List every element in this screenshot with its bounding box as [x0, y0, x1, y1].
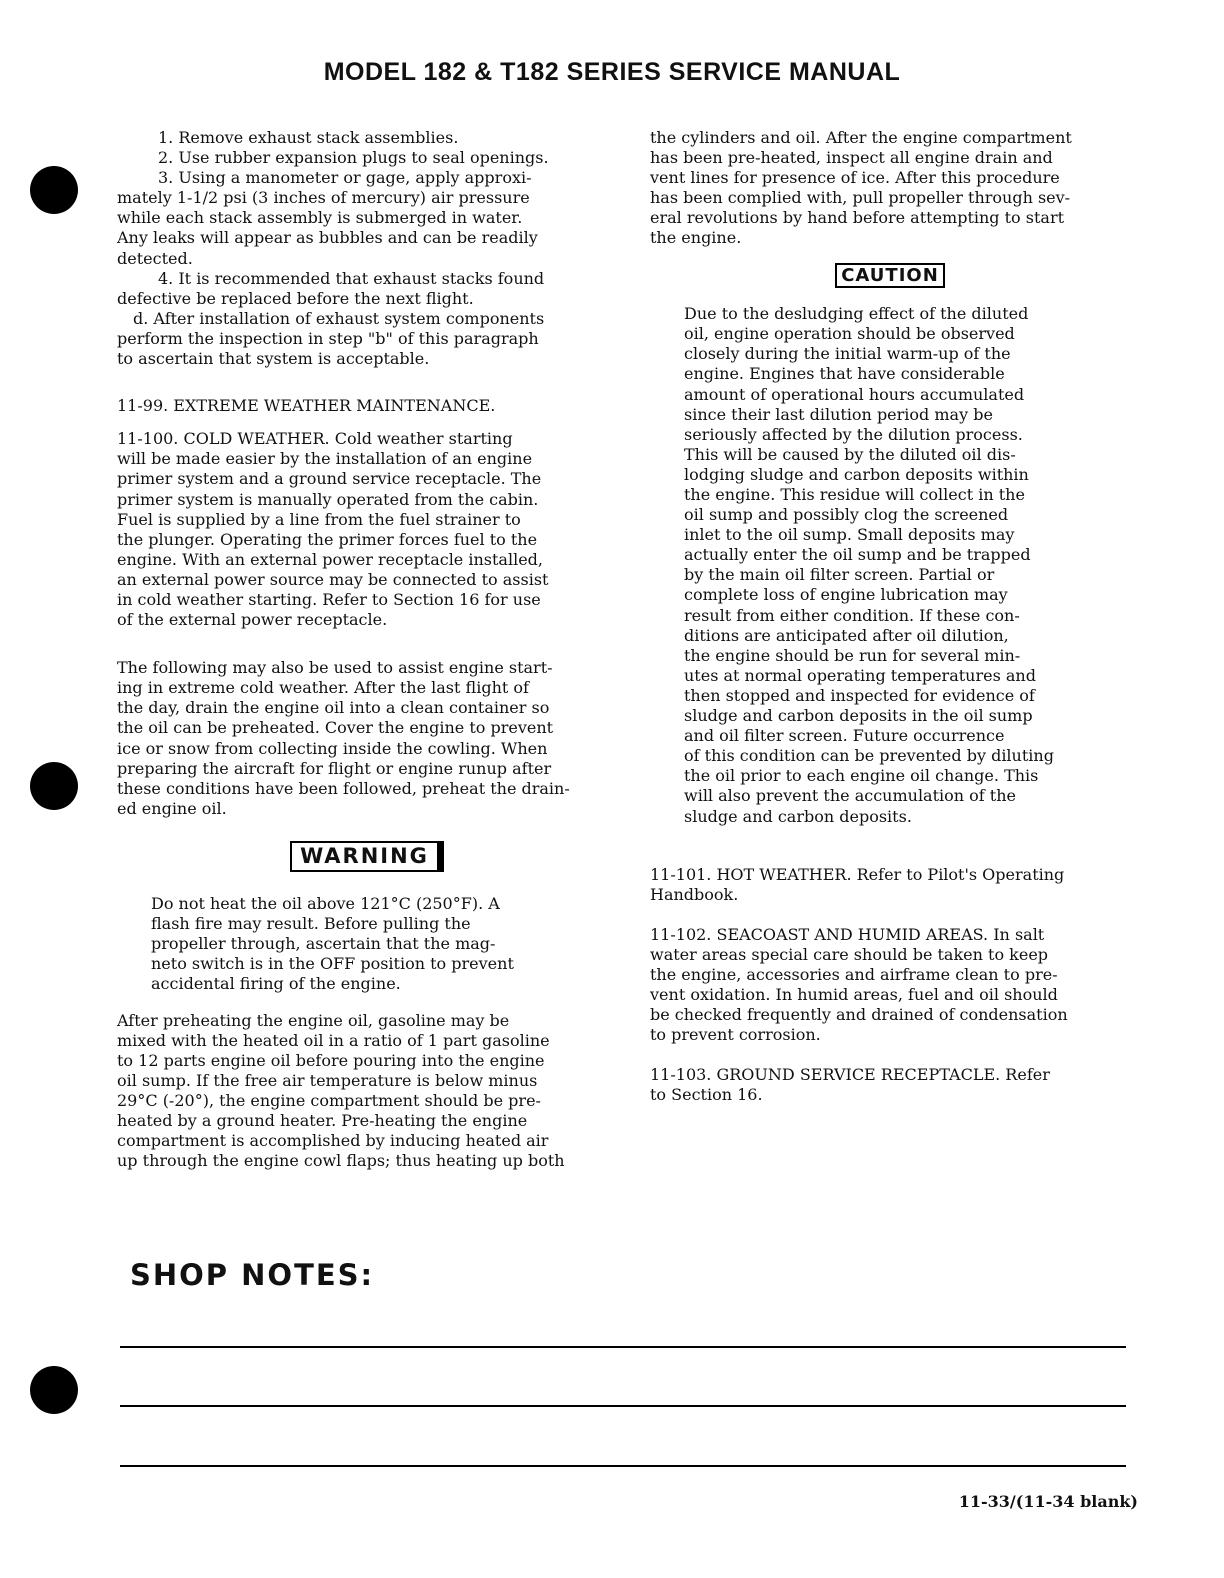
right-column [650, 128, 1150, 1106]
step-d: d. After installation of exhaust system components perform the inspection in step "b" of this paragraph to ascertain that system is acceptable. [117, 308, 545, 369]
paragraph-cold-weather: 11-100. COLD WEATHER. Cold weather starting will be made easier by the installation of an engine primer system and a ground service receptacle. The primer system is manually operated from the cabin. Fuel is supplied by a line from the fuel strainer to the plunger. Operating the primer forces fuel to the engine. With an external power receptacle installed, an external power source may be connected to assist in cold weather starting. Refer to Section 16 for use of the external power receptacle. [117, 429, 549, 630]
heading-extreme-weather: 11-99. EXTREME WEATHER MAINTENANCE. [117, 396, 496, 416]
paragraph-cold-start-procedure: The following may also be used to assist engine start- ing in extreme cold weather. After the last flight of the day, drain the engine oil into a clean container so the oil can be preheated. Cover the engine to prevent ice or snow from collecting inside the cowling. When preparing the aircraft for flight or engine runup after these conditions have been followed, preheat the drain- ed engine oil. [117, 658, 570, 818]
paragraph-continued: the cylinders and oil. After the engine compartment has been pre-heated, inspect all engine drain and vent lines for presence of ice. After this procedure has been complied with, pull propeller through sev- eral revolutions by hand before attempting to start the engine. [650, 128, 1072, 248]
binder-hole-top [30, 166, 78, 214]
warning-text: Do not heat the oil above 121°C (250°F). A flash fire may result. Before pulling the propeller through, ascertain that the mag- neto switch is in the OFF position to prevent accidental firing of the engine. [151, 894, 514, 994]
paragraph-after-preheating: After preheating the engine oil, gasoline may be mixed with the heated oil in a ratio of 1 part gasoline to 12 parts engine oil before pouring into the engine oil sump. If the free air temperature is below minus 29°C (-20°), the engine compartment should be pre- heated by a ground heater. Pre-heating the engine compartment is accomplished by inducing heated air up through the engine cowl flaps; thus heating up both [117, 1010, 565, 1171]
shop-notes-line-1 [120, 1346, 1126, 1348]
step-4: 4. It is recommended that exhaust stacks found defective be replaced before the next flight. [117, 268, 545, 308]
step-1: 1. Remove exhaust stack assemblies. [158, 128, 459, 147]
warning-notice [117, 841, 617, 872]
left-column [117, 128, 617, 1171]
binder-hole-bottom [30, 1366, 78, 1414]
page-number: 11-33/(11-34 blank) [958, 1492, 1138, 1511]
caution-label: CAUTION [835, 263, 945, 289]
page-title: MODEL 182 & T182 SERIES SERVICE MANUAL [323, 58, 901, 86]
binder-hole-middle [30, 762, 78, 810]
shop-notes-line-3 [120, 1465, 1126, 1467]
paragraph-ground-service-receptacle: 11-103. GROUND SERVICE RECEPTACLE. Refer to Section 16. [650, 1065, 1050, 1105]
shop-notes-title: SHOP NOTES: [130, 1258, 375, 1292]
caution-text: Due to the desludging effect of the diluted oil, engine operation should be observed closely during the initial warm-up of the engine. Engines that have considerable amount of operational hours accumulated since their last dilution period may be seriously affected by the dilution process. This will be caused by the diluted oil dis- lodging sludge and carbon deposits within the engine. This residue will collect in the oil sump and possibly clog the screened inlet to the oil sump. Small deposits may actually enter the oil sump and be trapped by the main oil filter screen. Partial or complete loss of engine lubrication may result from either condition. If these con- ditions are anticipated after oil dilution, the engine should be run for several min- utes at normal operating temperatures and then stopped and inspected for evidence of sludge and carbon deposits in the oil sump and oil filter screen. Future occurrence of this condition can be prevented by diluting the oil prior to each engine oil change. This will also prevent the accumulation of the sludge and carbon deposits. [684, 304, 1054, 826]
caution-notice [630, 263, 1150, 289]
shop-notes-line-2 [120, 1405, 1126, 1407]
warning-label: WARNING [290, 841, 444, 872]
step-3: 3. Using a manometer or gage, apply approxi- mately 1-1/2 psi (3 inches of mercury) air pressure while each stack assembly is submerged in water. Any leaks will appear as bubbles and can be readily detected. [117, 168, 538, 268]
step-2: 2. Use rubber expansion plugs to seal openings. [158, 148, 549, 168]
paragraph-hot-weather: 11-101. HOT WEATHER. Refer to Pilot's Operating Handbook. [650, 864, 1065, 904]
paragraph-seacoast-humid: 11-102. SEACOAST AND HUMID AREAS. In salt water areas special care should be taken to keep the engine, accessories and airframe clean to pre- vent oxidation. In humid areas, fuel and oil should be checked frequently and drained of condensation to prevent corrosion. [650, 924, 1068, 1045]
